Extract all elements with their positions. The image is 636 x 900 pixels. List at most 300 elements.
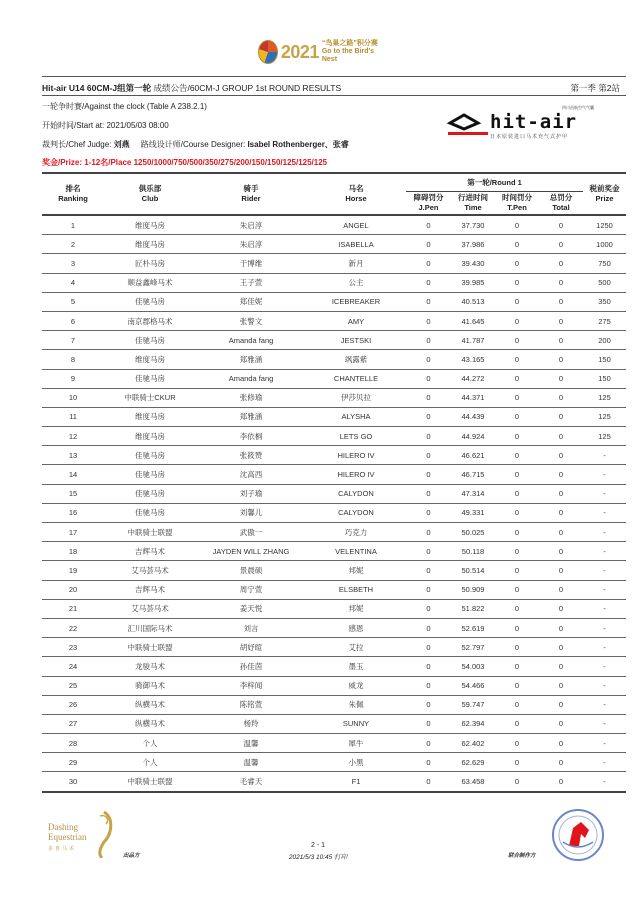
cell-horse: 小黑 bbox=[306, 753, 406, 772]
cell-jpen: 0 bbox=[406, 254, 451, 273]
col-rider: 骑手 Rider bbox=[196, 173, 306, 215]
cell-tpen: 0 bbox=[495, 638, 539, 657]
cell-total: 0 bbox=[539, 235, 583, 254]
cell-horse: SUNNY bbox=[306, 714, 406, 733]
table-row bbox=[42, 542, 626, 561]
cell-club: 佳驰马房 bbox=[104, 331, 196, 350]
cell-tpen: 0 bbox=[495, 388, 539, 407]
cell-rider: JAYDEN WILL ZHANG bbox=[196, 542, 306, 561]
cell-club: 中联骑士CKUR bbox=[104, 388, 196, 407]
cell-prize: 150 bbox=[583, 350, 626, 369]
cell-tpen: 0 bbox=[495, 561, 539, 580]
cell-tpen: 0 bbox=[495, 753, 539, 772]
cell-jpen: 0 bbox=[406, 714, 451, 733]
table-row bbox=[42, 599, 626, 618]
cell-rider: 李依桐 bbox=[196, 427, 306, 446]
cell-tpen: 0 bbox=[495, 676, 539, 695]
cell-rider: 于博维 bbox=[196, 254, 306, 273]
cell-ranking: 20 bbox=[42, 580, 104, 599]
cell-tpen: 0 bbox=[495, 695, 539, 714]
cell-prize: 275 bbox=[583, 311, 626, 330]
cell-ranking: 17 bbox=[42, 523, 104, 542]
cell-prize: 150 bbox=[583, 369, 626, 388]
table-row bbox=[42, 676, 626, 695]
cell-total: 0 bbox=[539, 734, 583, 753]
cell-horse: ICEBREAKER bbox=[306, 292, 406, 311]
table-row bbox=[42, 427, 626, 446]
cell-horse: VELENTINA bbox=[306, 542, 406, 561]
cell-rider: 武傲一 bbox=[196, 523, 306, 542]
cell-club: 艾马荟马术 bbox=[104, 561, 196, 580]
cell-jpen: 0 bbox=[406, 523, 451, 542]
cell-rider: 李梓闻 bbox=[196, 676, 306, 695]
table-row bbox=[42, 580, 626, 599]
cell-club: 佳驰马房 bbox=[104, 503, 196, 522]
cell-prize: - bbox=[583, 657, 626, 676]
cell-tpen: 0 bbox=[495, 599, 539, 618]
cell-jpen: 0 bbox=[406, 427, 451, 446]
cell-ranking: 25 bbox=[42, 676, 104, 695]
cell-tpen: 0 bbox=[495, 542, 539, 561]
cell-jpen: 0 bbox=[406, 599, 451, 618]
cell-tpen: 0 bbox=[495, 618, 539, 637]
table-row bbox=[42, 657, 626, 676]
cell-jpen: 0 bbox=[406, 311, 451, 330]
cell-ranking: 15 bbox=[42, 484, 104, 503]
cell-prize: 125 bbox=[583, 388, 626, 407]
cell-ranking: 30 bbox=[42, 772, 104, 792]
cell-time: 44.272 bbox=[451, 369, 495, 388]
cell-time: 47.314 bbox=[451, 484, 495, 503]
cell-ranking: 7 bbox=[42, 331, 104, 350]
cell-total: 0 bbox=[539, 676, 583, 695]
cell-horse: 犀牛 bbox=[306, 734, 406, 753]
cell-club: 南京郡格马术 bbox=[104, 311, 196, 330]
results-title bbox=[42, 82, 341, 94]
cell-total: 0 bbox=[539, 714, 583, 733]
cell-ranking: 28 bbox=[42, 734, 104, 753]
judge-label: 裁判长/Chef Judge: bbox=[42, 140, 112, 149]
cell-time: 43.165 bbox=[451, 350, 495, 369]
table-row bbox=[42, 772, 626, 792]
cell-prize: - bbox=[583, 542, 626, 561]
cell-rider: 张筱赞 bbox=[196, 446, 306, 465]
cell-club: 中联骑士联盟 bbox=[104, 772, 196, 792]
cell-club: 顺益鑫峰马术 bbox=[104, 273, 196, 292]
cell-club: 汇川国际马术 bbox=[104, 618, 196, 637]
cell-jpen: 0 bbox=[406, 657, 451, 676]
cell-prize: - bbox=[583, 714, 626, 733]
table-row bbox=[42, 254, 626, 273]
cell-rider: 刘言 bbox=[196, 618, 306, 637]
cell-time: 49.331 bbox=[451, 503, 495, 522]
judge-value: 刘燕 bbox=[113, 140, 130, 149]
cell-tpen: 0 bbox=[495, 254, 539, 273]
cell-prize: 1250 bbox=[583, 215, 626, 235]
col-club: 俱乐部 Club bbox=[104, 173, 196, 215]
cell-total: 0 bbox=[539, 484, 583, 503]
cell-time: 63.458 bbox=[451, 772, 495, 792]
event-logo-title-en: Go to the Bird's Nest bbox=[321, 48, 375, 63]
cell-rider: 杨羚 bbox=[196, 714, 306, 733]
cell-horse: 邦妮 bbox=[306, 599, 406, 618]
left-logo-line1: Dashing bbox=[48, 822, 78, 832]
cell-total: 0 bbox=[539, 388, 583, 407]
cell-horse: F1 bbox=[306, 772, 406, 792]
cell-rider: 孙佳茵 bbox=[196, 657, 306, 676]
cell-time: 39.985 bbox=[451, 273, 495, 292]
cell-jpen: 0 bbox=[406, 215, 451, 235]
cell-ranking: 29 bbox=[42, 753, 104, 772]
cell-jpen: 0 bbox=[406, 331, 451, 350]
cell-tpen: 0 bbox=[495, 734, 539, 753]
cell-ranking: 16 bbox=[42, 503, 104, 522]
cell-total: 0 bbox=[539, 695, 583, 714]
table-row bbox=[42, 638, 626, 657]
table-row bbox=[42, 331, 626, 350]
cell-ranking: 27 bbox=[42, 714, 104, 733]
cell-total: 0 bbox=[539, 561, 583, 580]
cell-jpen: 0 bbox=[406, 350, 451, 369]
cell-total: 0 bbox=[539, 465, 583, 484]
cell-rider: 郑雅涵 bbox=[196, 350, 306, 369]
cell-tpen: 0 bbox=[495, 311, 539, 330]
cell-tpen: 0 bbox=[495, 657, 539, 676]
cell-time: 52.619 bbox=[451, 618, 495, 637]
col-horse: 马名 Horse bbox=[306, 173, 406, 215]
cell-club: 中联骑士联盟 bbox=[104, 638, 196, 657]
cell-total: 0 bbox=[539, 350, 583, 369]
cell-prize: - bbox=[583, 465, 626, 484]
cell-jpen: 0 bbox=[406, 484, 451, 503]
cell-time: 54.466 bbox=[451, 676, 495, 695]
cell-ranking: 4 bbox=[42, 273, 104, 292]
cell-time: 62.402 bbox=[451, 734, 495, 753]
cell-horse: 新月 bbox=[306, 254, 406, 273]
sponsor-logo-top: 四川昌航空气气囊 bbox=[562, 105, 594, 110]
cell-horse: JESTSKI bbox=[306, 331, 406, 350]
cell-ranking: 18 bbox=[42, 542, 104, 561]
cell-club: 维度马房 bbox=[104, 235, 196, 254]
designer-value: Isabel Rothenberger、张睿 bbox=[247, 140, 349, 149]
cell-jpen: 0 bbox=[406, 407, 451, 426]
col-round-1: 第一轮/Round 1 bbox=[406, 173, 583, 192]
table-row bbox=[42, 618, 626, 637]
cell-total: 0 bbox=[539, 503, 583, 522]
cell-prize: - bbox=[583, 446, 626, 465]
cell-club: 吉辉马术 bbox=[104, 542, 196, 561]
cell-jpen: 0 bbox=[406, 235, 451, 254]
cell-rider: 温馨 bbox=[196, 753, 306, 772]
cell-prize: 125 bbox=[583, 407, 626, 426]
results-body bbox=[42, 215, 626, 792]
cell-total: 0 bbox=[539, 618, 583, 637]
cell-tpen: 0 bbox=[495, 503, 539, 522]
cell-club: 佳驰马房 bbox=[104, 369, 196, 388]
cell-prize: 500 bbox=[583, 273, 626, 292]
cell-total: 0 bbox=[539, 331, 583, 350]
cell-prize: 750 bbox=[583, 254, 626, 273]
cell-ranking: 12 bbox=[42, 427, 104, 446]
table-row bbox=[42, 311, 626, 330]
cell-jpen: 0 bbox=[406, 465, 451, 484]
cell-club: 中联骑士联盟 bbox=[104, 523, 196, 542]
cell-rider: 郑雅涵 bbox=[196, 407, 306, 426]
cell-horse: 墨玉 bbox=[306, 657, 406, 676]
cell-total: 0 bbox=[539, 523, 583, 542]
cell-rider: 胡妤暄 bbox=[196, 638, 306, 657]
table-row bbox=[42, 292, 626, 311]
cell-prize: - bbox=[583, 734, 626, 753]
cell-club: 佳驰马房 bbox=[104, 484, 196, 503]
cell-jpen: 0 bbox=[406, 618, 451, 637]
cell-total: 0 bbox=[539, 657, 583, 676]
cell-jpen: 0 bbox=[406, 580, 451, 599]
cell-club: 龙骏马术 bbox=[104, 657, 196, 676]
cell-tpen: 0 bbox=[495, 407, 539, 426]
cell-ranking: 23 bbox=[42, 638, 104, 657]
cell-prize: - bbox=[583, 484, 626, 503]
cell-prize: 350 bbox=[583, 292, 626, 311]
event-logo-title-cn: “鸟巢之路”积分赛 bbox=[321, 40, 378, 47]
cell-prize: - bbox=[583, 599, 626, 618]
cell-club: 吉辉马术 bbox=[104, 580, 196, 599]
table-row bbox=[42, 561, 626, 580]
table-row bbox=[42, 465, 626, 484]
cell-ranking: 19 bbox=[42, 561, 104, 580]
left-logo-cn: 多喜马术 bbox=[48, 846, 77, 852]
col-ranking: 排名 Ranking bbox=[42, 173, 104, 215]
cell-jpen: 0 bbox=[406, 676, 451, 695]
results-title-bold: Hit-air U14 60CM-J组第一轮 bbox=[42, 83, 152, 93]
cell-rider: 毛睿天 bbox=[196, 772, 306, 792]
cell-horse: ELSBETH bbox=[306, 580, 406, 599]
cell-ranking: 10 bbox=[42, 388, 104, 407]
cell-ranking: 9 bbox=[42, 369, 104, 388]
cell-total: 0 bbox=[539, 542, 583, 561]
cell-horse: CALYDON bbox=[306, 503, 406, 522]
col-prize: 税前奖金 Prize bbox=[583, 173, 626, 215]
cell-rider: 刘馨儿 bbox=[196, 503, 306, 522]
table-row bbox=[42, 695, 626, 714]
cell-club: 维度马房 bbox=[104, 350, 196, 369]
table-row bbox=[42, 407, 626, 426]
cell-total: 0 bbox=[539, 311, 583, 330]
cell-horse: CALYDON bbox=[306, 484, 406, 503]
cell-horse: 飒露紫 bbox=[306, 350, 406, 369]
table-row bbox=[42, 273, 626, 292]
cell-ranking: 5 bbox=[42, 292, 104, 311]
cell-prize: - bbox=[583, 676, 626, 695]
cell-rider: 陈铭萱 bbox=[196, 695, 306, 714]
cell-jpen: 0 bbox=[406, 753, 451, 772]
cell-time: 40.513 bbox=[451, 292, 495, 311]
cell-horse: ANGEL bbox=[306, 215, 406, 235]
cell-total: 0 bbox=[539, 254, 583, 273]
table-row bbox=[42, 734, 626, 753]
start-label: 开始时间/Start at: bbox=[42, 121, 105, 130]
cell-horse: ISABELLA bbox=[306, 235, 406, 254]
cell-club: 维度马房 bbox=[104, 427, 196, 446]
season-stage: 第一季 第2站 bbox=[570, 83, 620, 93]
cell-horse: CHANTELLE bbox=[306, 369, 406, 388]
cell-total: 0 bbox=[539, 407, 583, 426]
cell-horse: 朱佩 bbox=[306, 695, 406, 714]
results-table bbox=[42, 172, 626, 793]
cell-total: 0 bbox=[539, 599, 583, 618]
cell-time: 39.430 bbox=[451, 254, 495, 273]
cell-tpen: 0 bbox=[495, 446, 539, 465]
horse-head-icon bbox=[86, 808, 116, 858]
cell-club: 佳驰马房 bbox=[104, 465, 196, 484]
cell-rider: Amanda fang bbox=[196, 369, 306, 388]
cell-rider: 姜天悦 bbox=[196, 599, 306, 618]
cell-jpen: 0 bbox=[406, 695, 451, 714]
cell-rider: 刘子瑜 bbox=[196, 484, 306, 503]
cell-tpen: 0 bbox=[495, 331, 539, 350]
page-number: 2 - 1 bbox=[310, 842, 325, 849]
cell-club: 维度马房 bbox=[104, 407, 196, 426]
cell-prize: - bbox=[583, 638, 626, 657]
sponsor-logo bbox=[446, 103, 596, 143]
cell-time: 44.924 bbox=[451, 427, 495, 446]
cell-time: 46.621 bbox=[451, 446, 495, 465]
cell-horse: 公主 bbox=[306, 273, 406, 292]
prize-line: 奖金/Prize: 1-12名/Place 1250/1000/750/500/350/275/200/150/150/125/125/125 bbox=[42, 158, 328, 167]
cell-club: 匠朴马房 bbox=[104, 254, 196, 273]
print-time: 2021/5/3 10:45 打印 bbox=[288, 854, 348, 861]
col-time: 行进时间 Time bbox=[451, 192, 495, 216]
cell-rider: 郑佳妮 bbox=[196, 292, 306, 311]
cell-tpen: 0 bbox=[495, 772, 539, 792]
cell-horse: 巧克力 bbox=[306, 523, 406, 542]
cell-jpen: 0 bbox=[406, 638, 451, 657]
cell-ranking: 24 bbox=[42, 657, 104, 676]
cell-rider: 张警文 bbox=[196, 311, 306, 330]
cell-club: 维度马房 bbox=[104, 215, 196, 235]
cell-prize: - bbox=[583, 561, 626, 580]
cell-time: 50.025 bbox=[451, 523, 495, 542]
cell-time: 50.118 bbox=[451, 542, 495, 561]
cell-rider: 沈高西 bbox=[196, 465, 306, 484]
cell-ranking: 6 bbox=[42, 311, 104, 330]
cell-time: 51.822 bbox=[451, 599, 495, 618]
cell-ranking: 26 bbox=[42, 695, 104, 714]
cell-total: 0 bbox=[539, 292, 583, 311]
designer-label: 路线设计师/Course Designer: bbox=[140, 140, 246, 149]
coproducer-label: 联合制作方 bbox=[508, 853, 536, 859]
competition-type: 一轮争时赛/Against the clock (Table A 238.2.1) bbox=[42, 102, 207, 111]
col-tpen: 时间罚分 T.Pen bbox=[495, 192, 539, 216]
cell-total: 0 bbox=[539, 273, 583, 292]
table-row bbox=[42, 484, 626, 503]
cell-prize: - bbox=[583, 695, 626, 714]
cell-horse: HILERO IV bbox=[306, 446, 406, 465]
cell-tpen: 0 bbox=[495, 235, 539, 254]
cell-total: 0 bbox=[539, 446, 583, 465]
cell-tpen: 0 bbox=[495, 465, 539, 484]
cell-tpen: 0 bbox=[495, 714, 539, 733]
cell-prize: - bbox=[583, 772, 626, 792]
cell-club: 个人 bbox=[104, 753, 196, 772]
cell-jpen: 0 bbox=[406, 388, 451, 407]
cell-horse: LETS GO bbox=[306, 427, 406, 446]
cell-club: 纵横马术 bbox=[104, 695, 196, 714]
cell-club: 纵横马术 bbox=[104, 714, 196, 733]
cell-ranking: 11 bbox=[42, 407, 104, 426]
cell-rider: 温馨 bbox=[196, 734, 306, 753]
cell-rider: 张修瑜 bbox=[196, 388, 306, 407]
cell-time: 46.715 bbox=[451, 465, 495, 484]
cell-club: 艾马荟马术 bbox=[104, 599, 196, 618]
table-row bbox=[42, 369, 626, 388]
cell-prize: - bbox=[583, 618, 626, 637]
issuer-label: 出品方 bbox=[123, 853, 140, 859]
officials bbox=[42, 139, 349, 150]
sponsor-logo-text: hit-air bbox=[490, 111, 578, 133]
table-row bbox=[42, 523, 626, 542]
cell-ranking: 8 bbox=[42, 350, 104, 369]
cell-ranking: 21 bbox=[42, 599, 104, 618]
cell-time: 59.747 bbox=[451, 695, 495, 714]
event-badge-icon bbox=[258, 40, 278, 64]
cell-total: 0 bbox=[539, 427, 583, 446]
table-row bbox=[42, 350, 626, 369]
col-total: 总罚分 Total bbox=[539, 192, 583, 216]
cell-club: 个人 bbox=[104, 734, 196, 753]
cell-horse: 艾拉 bbox=[306, 638, 406, 657]
table-row bbox=[42, 714, 626, 733]
cell-tpen: 0 bbox=[495, 292, 539, 311]
cell-horse: 伊莎贝拉 bbox=[306, 388, 406, 407]
cell-tpen: 0 bbox=[495, 350, 539, 369]
start-time bbox=[42, 120, 169, 131]
cell-total: 0 bbox=[539, 369, 583, 388]
cell-total: 0 bbox=[539, 215, 583, 235]
table-row bbox=[42, 388, 626, 407]
event-logo-year: 2021 bbox=[280, 41, 319, 62]
cell-tpen: 0 bbox=[495, 580, 539, 599]
cell-time: 50.514 bbox=[451, 561, 495, 580]
cell-tpen: 0 bbox=[495, 215, 539, 235]
cell-ranking: 22 bbox=[42, 618, 104, 637]
event-logo bbox=[258, 38, 378, 66]
cell-horse: HILERO IV bbox=[306, 465, 406, 484]
cell-rider: 景晨硕 bbox=[196, 561, 306, 580]
cell-ranking: 3 bbox=[42, 254, 104, 273]
cell-jpen: 0 bbox=[406, 734, 451, 753]
association-logo bbox=[551, 808, 605, 862]
cell-prize: - bbox=[583, 580, 626, 599]
cell-ranking: 2 bbox=[42, 235, 104, 254]
cell-prize: 200 bbox=[583, 331, 626, 350]
cell-tpen: 0 bbox=[495, 273, 539, 292]
cell-total: 0 bbox=[539, 772, 583, 792]
cell-time: 44.439 bbox=[451, 407, 495, 426]
cell-rider: 朱启淳 bbox=[196, 215, 306, 235]
cell-rider: 王子萱 bbox=[196, 273, 306, 292]
cell-jpen: 0 bbox=[406, 292, 451, 311]
cell-ranking: 1 bbox=[42, 215, 104, 235]
cell-time: 62.629 bbox=[451, 753, 495, 772]
cell-time: 54.003 bbox=[451, 657, 495, 676]
cell-rider: 周宁萱 bbox=[196, 580, 306, 599]
table-row bbox=[42, 235, 626, 254]
header-rule-bottom bbox=[42, 95, 626, 96]
cell-prize: - bbox=[583, 503, 626, 522]
cell-time: 37.986 bbox=[451, 235, 495, 254]
cell-tpen: 0 bbox=[495, 523, 539, 542]
